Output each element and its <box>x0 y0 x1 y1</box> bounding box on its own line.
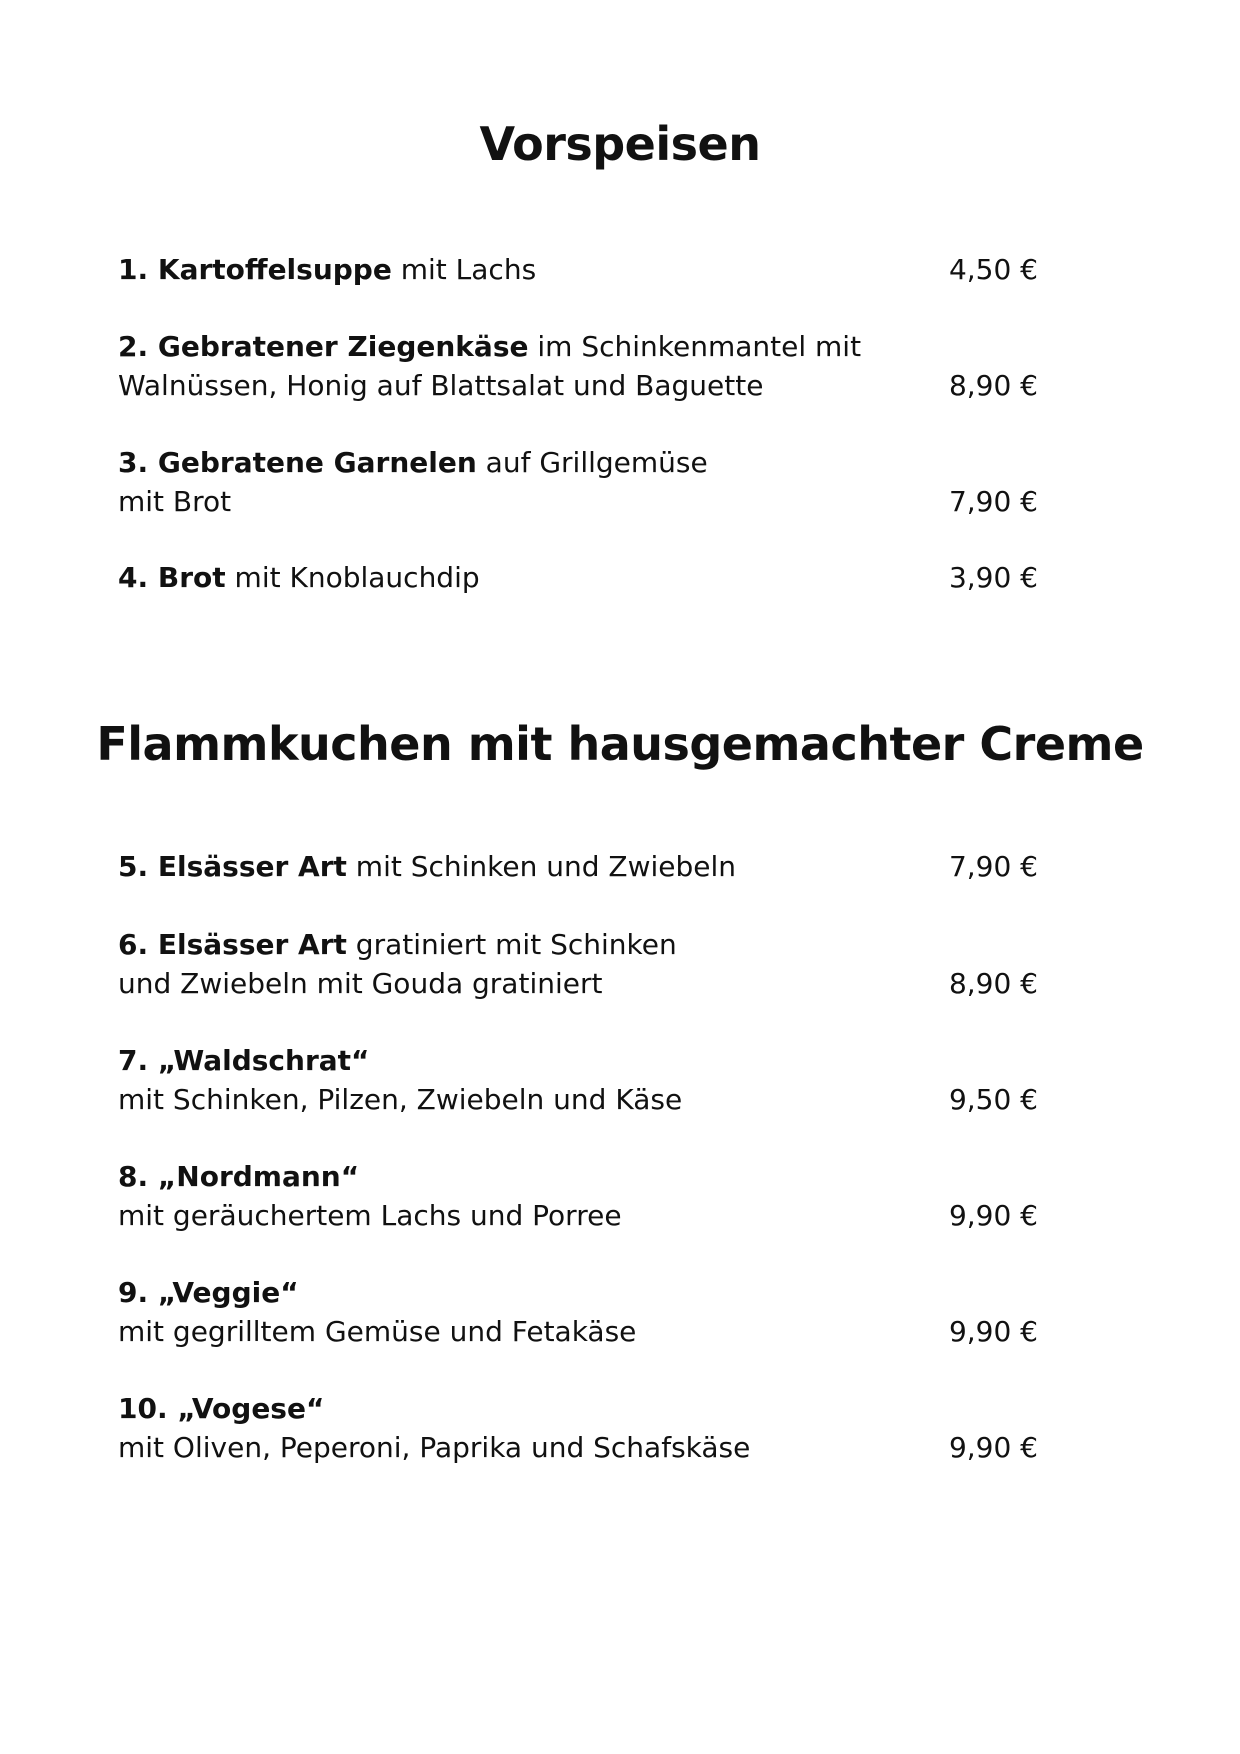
menu-item-4 <box>118 558 1038 597</box>
menu-item-line-1 <box>118 925 938 964</box>
menu-item-line-2: mit Oliven, Peperoni, Paprika und Schafskäse <box>118 1431 751 1464</box>
menu-item-name: 6. Elsässer Art <box>118 928 347 961</box>
menu-item-line-2: mit geräuchertem Lachs und Porree <box>118 1199 622 1232</box>
menu-item-line-1 <box>118 1041 938 1080</box>
menu-item-price: 8,90 € <box>948 967 1038 1000</box>
menu-item-price: 3,90 € <box>948 561 1038 594</box>
menu-item-line-2: Walnüssen, Honig auf Blattsalat und Baguette <box>118 369 764 402</box>
menu-item-price: 4,50 € <box>948 253 1038 286</box>
menu-item-line-1 <box>118 1157 938 1196</box>
menu-item-name: 1. Kartoffelsuppe <box>118 253 392 286</box>
menu-item-price: 9,90 € <box>948 1431 1038 1464</box>
menu-item-2 <box>118 327 1038 405</box>
menu-item-name: 4. Brot <box>118 561 226 594</box>
menu-item-price: 7,90 € <box>948 485 1038 518</box>
menu-item-line-2: und Zwiebeln mit Gouda gratiniert <box>118 967 603 1000</box>
menu-item-line-2: mit Brot <box>118 485 232 518</box>
menu-item-price: 9,90 € <box>948 1315 1038 1348</box>
menu-item-line-1 <box>118 250 938 289</box>
section-title-vorspeisen: Vorspeisen <box>479 117 761 171</box>
menu-item-price: 7,90 € <box>948 850 1038 883</box>
menu-item-name: 3. Gebratene Garnelen <box>118 446 477 479</box>
menu-item-10 <box>118 1389 1038 1467</box>
menu-item-line-1 <box>118 443 938 482</box>
menu-item-name: 2. Gebratener Ziegenkäse <box>118 330 529 363</box>
menu-item-name: 9. „Veggie“ <box>118 1276 299 1309</box>
menu-item-price: 8,90 € <box>948 369 1038 402</box>
menu-item-price: 9,90 € <box>948 1199 1038 1232</box>
menu-item-price: 9,50 € <box>948 1083 1038 1116</box>
menu-item-description: mit Lachs <box>391 253 537 286</box>
menu-item-line-2: mit gegrilltem Gemüse und Fetakäse <box>118 1315 637 1348</box>
menu-item-1 <box>118 250 1038 289</box>
menu-item-description: auf Grillgemüse <box>476 446 708 479</box>
menu-item-description: gratiniert mit Schinken <box>346 928 677 961</box>
section-title-flammkuchen: Flammkuchen mit hausgemachter Creme <box>96 717 1144 771</box>
menu-item-line-1 <box>118 847 938 886</box>
menu-item-line-1 <box>118 327 938 366</box>
menu-item-5 <box>118 847 1038 886</box>
menu-item-8 <box>118 1157 1038 1235</box>
menu-item-9 <box>118 1273 1038 1351</box>
menu-item-line-2: mit Schinken, Pilzen, Zwiebeln und Käse <box>118 1083 683 1116</box>
menu-item-line-1 <box>118 1389 938 1428</box>
menu-item-name: 7. „Waldschrat“ <box>118 1044 370 1077</box>
menu-item-description: mit Knoblauchdip <box>225 561 480 594</box>
menu-item-line-1 <box>118 558 938 597</box>
menu-item-6 <box>118 925 1038 1003</box>
menu-item-description: mit Schinken und Zwiebeln <box>346 850 737 883</box>
menu-item-3 <box>118 443 1038 521</box>
menu-item-name: 8. „Nordmann“ <box>118 1160 360 1193</box>
menu-item-7 <box>118 1041 1038 1119</box>
menu-item-name: 5. Elsässer Art <box>118 850 347 883</box>
menu-item-description: im Schinkenmantel mit <box>528 330 862 363</box>
menu-item-name: 10. „Vogese“ <box>118 1392 325 1425</box>
menu-item-line-1 <box>118 1273 938 1312</box>
